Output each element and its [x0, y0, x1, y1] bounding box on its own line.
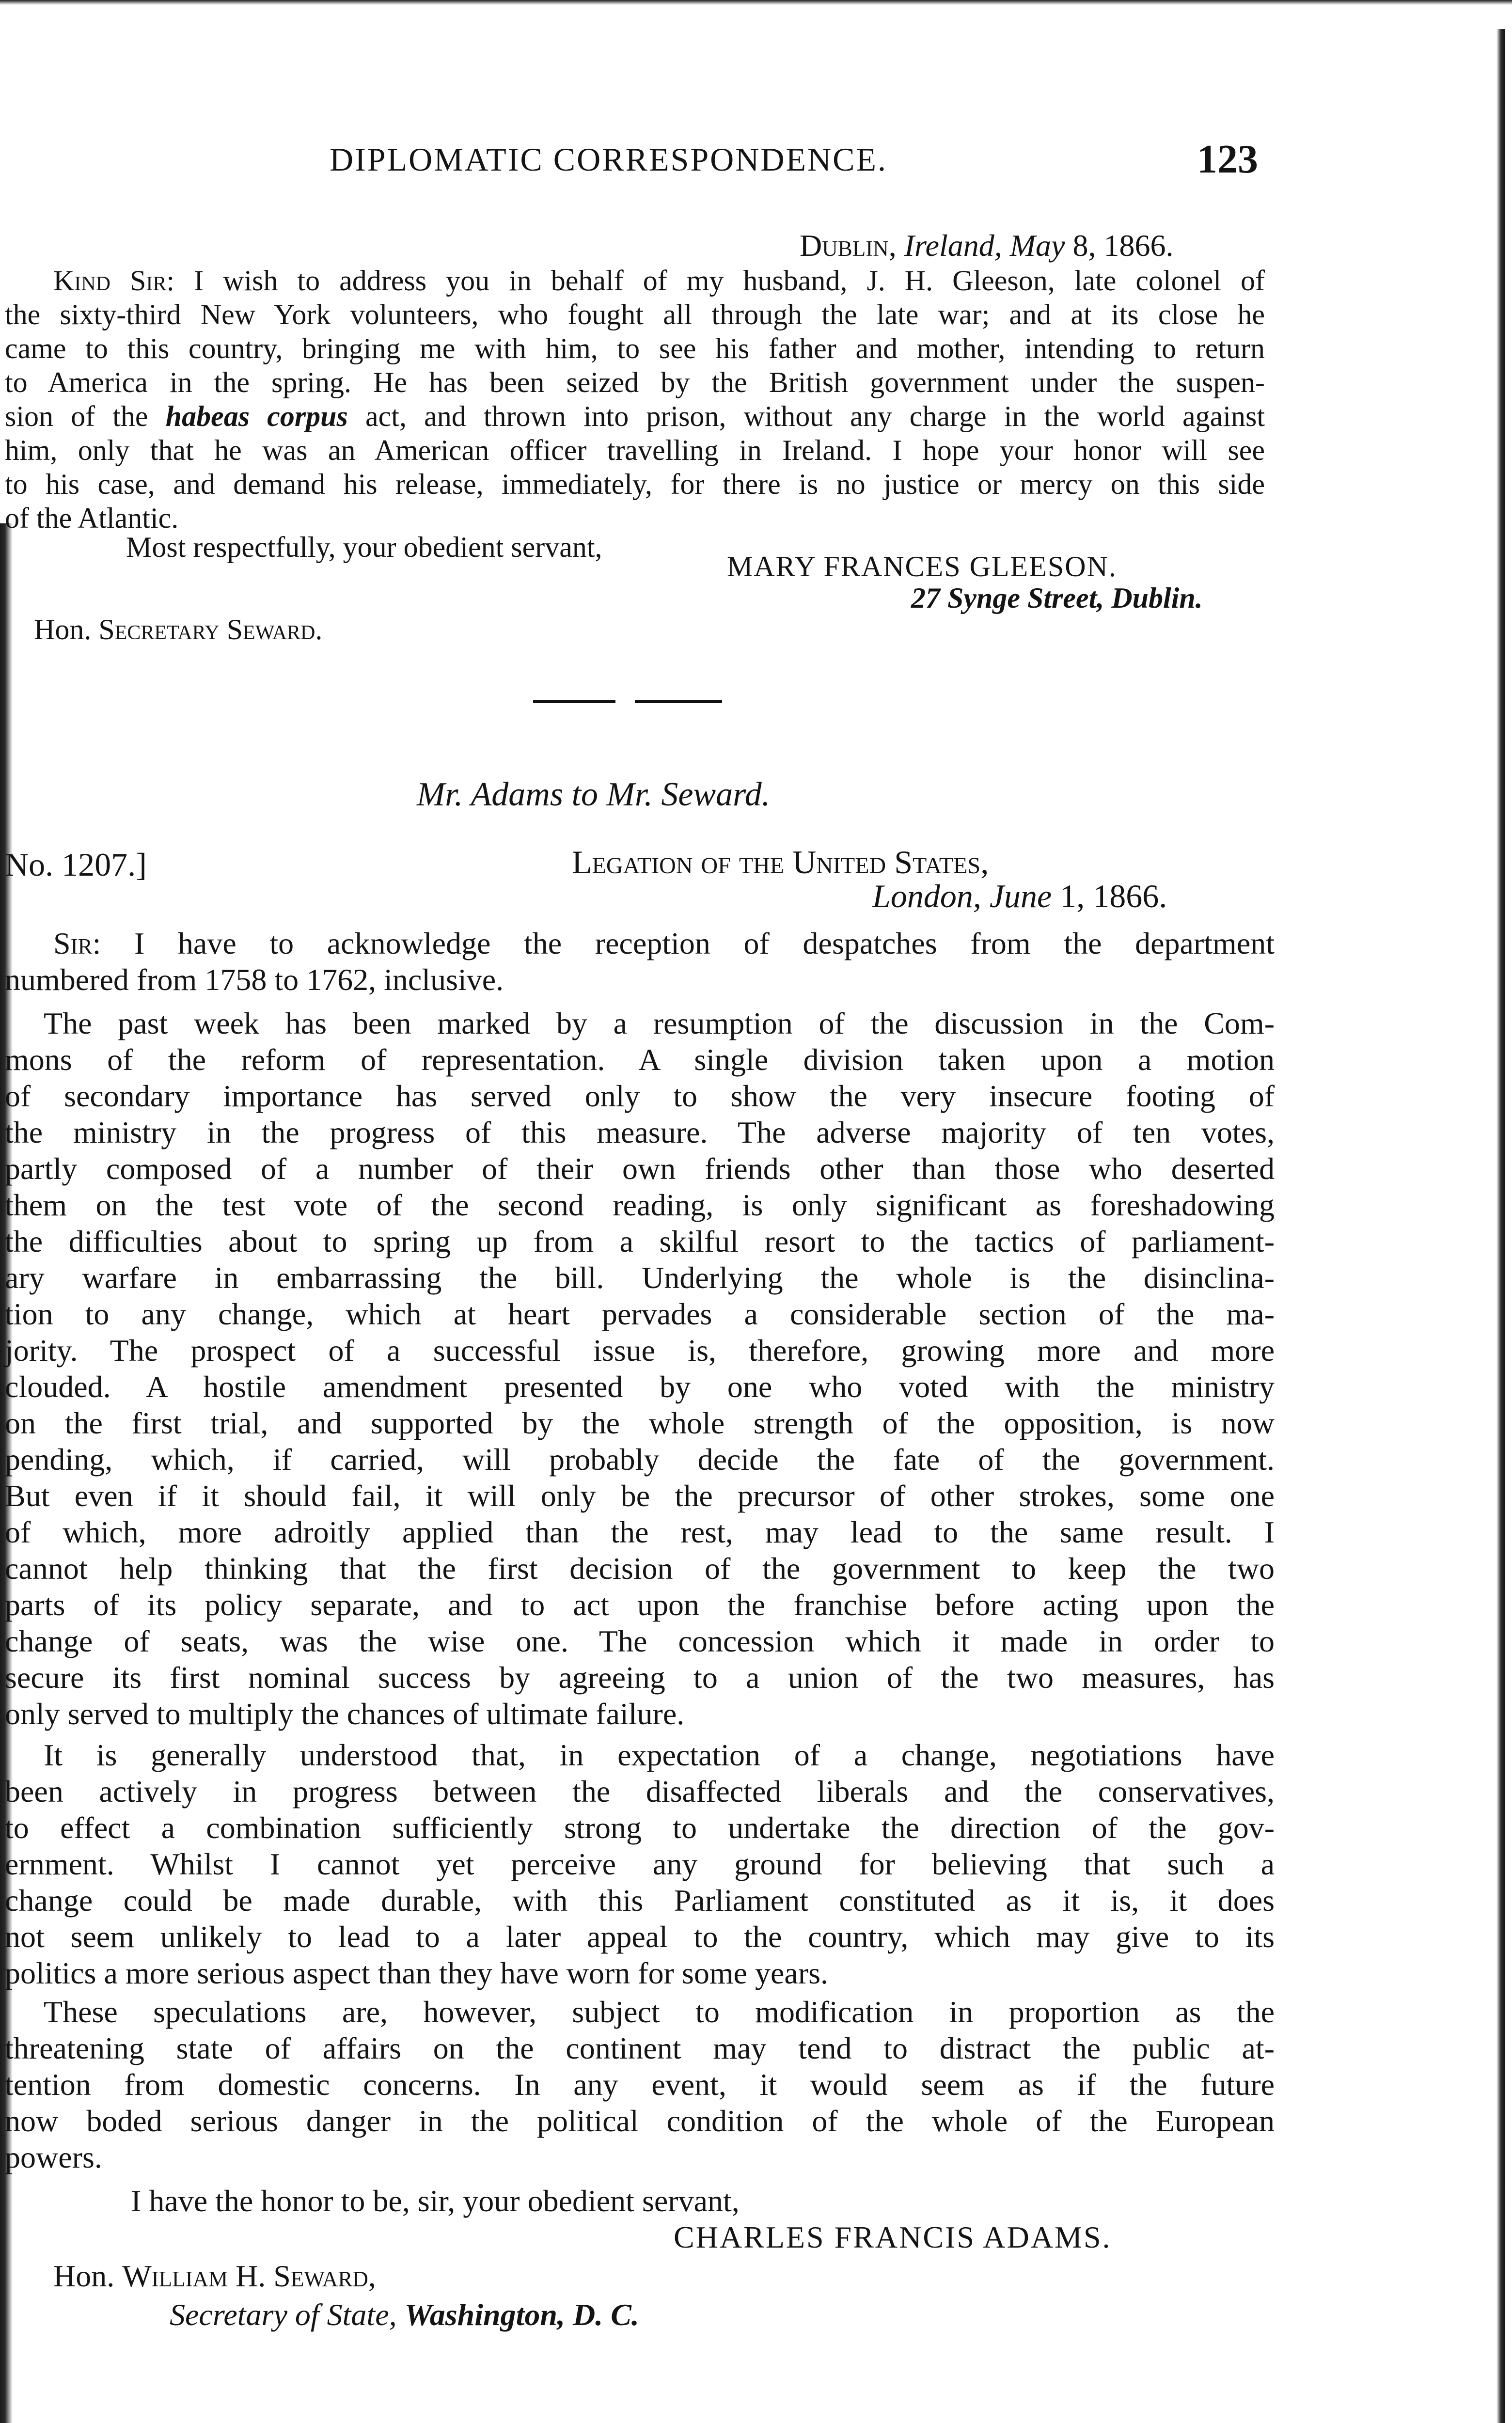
p2-line-11: clouded. A hostile amendment presented by one who voted with the ministry — [5, 1369, 1275, 1404]
p2-line-4: the ministry in the progress of this measure. The adverse majority of ten votes, — [5, 1115, 1275, 1149]
letter2-addressee: Hon. William H. Seward, — [53, 2259, 376, 2293]
p2-line-20: only served to multiply the chances of ultimate failure. — [5, 1697, 685, 1731]
letter2-closing: I have the honor to be, sir, your obedient servant, — [131, 2184, 740, 2218]
p2-line-7: the difficulties about to spring up from a skilful resort to the tactics of parliament- — [5, 1224, 1275, 1259]
p4-line-4: now boded serious danger in the political condition of the whole of the European — [5, 2104, 1275, 2138]
letter1-place: Dublin, — [800, 228, 897, 263]
page-number: 123 — [1197, 137, 1258, 182]
section-divider-right — [635, 700, 722, 703]
p2-line-18: change of seats, was the wise one. The concession which it made in order to — [5, 1624, 1275, 1658]
letter1-address: 27 Synge Street, Dublin. — [911, 582, 1203, 614]
p1-line-1: Sir: I have to acknowledge the reception of despatches from the department — [53, 926, 1275, 960]
p2-line-5: partly composed of a number of their own friends other than those who deserted — [5, 1151, 1275, 1186]
p2-line-8: ary warfare in embarrassing the bill. Underlying the whole is the disinclina- — [5, 1260, 1275, 1295]
p2-line-19: secure its first nominal success by agreeing to a union of the two measures, has — [5, 1660, 1275, 1695]
p1-line-2: numbered from 1758 to 1762, inclusive. — [5, 962, 504, 997]
letter2-salutation: Sir — [53, 926, 93, 960]
letter1-country: Ireland, — [904, 228, 1002, 263]
p2-line-16: cannot help thinking that the first decision of the government to keep the two — [5, 1551, 1275, 1586]
p2-line-13: pending, which, if carried, will probably decide the fate of the government. — [5, 1442, 1275, 1477]
letter1-signature: MARY FRANCES GLEESON. — [727, 551, 1117, 582]
p4-line-1: These speculations are, however, subject to modification in proportion as the — [44, 1995, 1275, 2029]
letter1-line-4: to America in the spring. He has been seized by the British government under the suspen- — [5, 366, 1265, 398]
scan-top-edge — [0, 0, 1512, 5]
running-head: DIPLOMATIC CORRESPONDENCE. — [330, 141, 887, 178]
letter1-line-3: came to this country, bringing me with him, to see his father and mother, intending to return — [5, 332, 1265, 364]
p2-line-2: mons of the reform of representation. A single division taken upon a motion — [5, 1042, 1275, 1077]
letter1-date-month: May — [1009, 228, 1065, 263]
letter2-legation: Legation of the United States, — [572, 844, 989, 881]
p3-line-5: change could be made durable, with this Parliament constituted as it is, it does — [5, 1883, 1275, 1918]
letter1-addressee: Hon. Secretary Seward. — [34, 614, 323, 645]
letter1-line-7: to his case, and demand his release, immediately, for there is no justice or mercy on this side — [5, 468, 1265, 500]
letter1-closing: Most respectfully, your obedient servant, — [126, 531, 602, 563]
p2-line-1: The past week has been marked by a resumption of the discussion in the Com- — [44, 1006, 1275, 1040]
p3-line-7: politics a more serious aspect than they have worn for some years. — [5, 1956, 829, 1990]
p3-line-6: not seem unlikely to lead to a later appeal to the country, which may give to its — [5, 1920, 1275, 1954]
p3-line-1: It is generally understood that, in expectation of a change, negotiations have — [44, 1738, 1275, 1772]
letter1-salutation: Kind Sir — [53, 265, 167, 297]
p2-line-3: of secondary importance has served only to show the very insecure footing of — [5, 1079, 1275, 1113]
section-divider-left — [533, 700, 615, 703]
p3-line-4: ernment. Whilst I cannot yet perceive any ground for believing that such a — [5, 1847, 1275, 1881]
letter2-number: No. 1207.] — [5, 846, 147, 883]
letter1-line-5: sion of the habeas corpus act, and thrown into prison, without any charge in the world against — [5, 400, 1265, 432]
p2-line-17: parts of its policy separate, and to act upon the franchise before acting upon the — [5, 1588, 1275, 1622]
p2-line-10: jority. The prospect of a successful issue is, therefore, growing more and more — [5, 1333, 1275, 1368]
scan-right-edge — [1496, 29, 1505, 2423]
letter1-date-rest: 8, 1866. — [1072, 228, 1174, 263]
letter2-heading: Mr. Adams to Mr. Seward. — [417, 776, 771, 813]
p2-line-12: on the first trial, and supported by the whole strength of the opposition, is now — [5, 1406, 1275, 1440]
p2-line-6: them on the test vote of the second reading, is only significant as foreshadowing — [5, 1188, 1275, 1222]
p4-line-5: powers. — [5, 2140, 102, 2174]
letter1-line-2: the sixty-third New York volunteers, who fought all through the late war; and at its close he — [5, 299, 1265, 330]
p2-line-9: tion to any change, which at heart pervades a considerable section of the ma- — [5, 1297, 1275, 1331]
p4-line-3: tention from domestic concerns. In any event, it would seem as if the future — [5, 2067, 1275, 2102]
p4-line-2: threatening state of affairs on the continent may tend to distract the public at- — [5, 2031, 1275, 2065]
letter2-dateline: London, June 1, 1866. — [872, 878, 1167, 914]
habeas-corpus-term: habeas corpus — [165, 400, 348, 432]
letter1-line-1: Kind Sir: I wish to address you in behalf of my husband, J. H. Gleeson, late colonel of — [53, 265, 1265, 297]
letter2-addressee-title: Secretary of State, Washington, D. C. — [170, 2297, 639, 2332]
p2-line-15: of which, more adroitly applied than the rest, may lead to the same result. I — [5, 1515, 1275, 1549]
letter1-line-8: of the Atlantic. — [5, 502, 179, 534]
letter1-line-6: him, only that he was an American officer travelling in Ireland. I hope your honor will see — [5, 434, 1265, 466]
letter1-dateline — [800, 228, 1173, 264]
p2-line-14: But even if it should fail, it will only be the precursor of other strokes, some one — [5, 1479, 1275, 1513]
p3-line-2: been actively in progress between the disaffected liberals and the conservatives, — [5, 1774, 1275, 1809]
p3-line-3: to effect a combination sufficiently strong to undertake the direction of the gov- — [5, 1810, 1275, 1845]
letter2-signature: CHARLES FRANCIS ADAMS. — [674, 2220, 1112, 2254]
